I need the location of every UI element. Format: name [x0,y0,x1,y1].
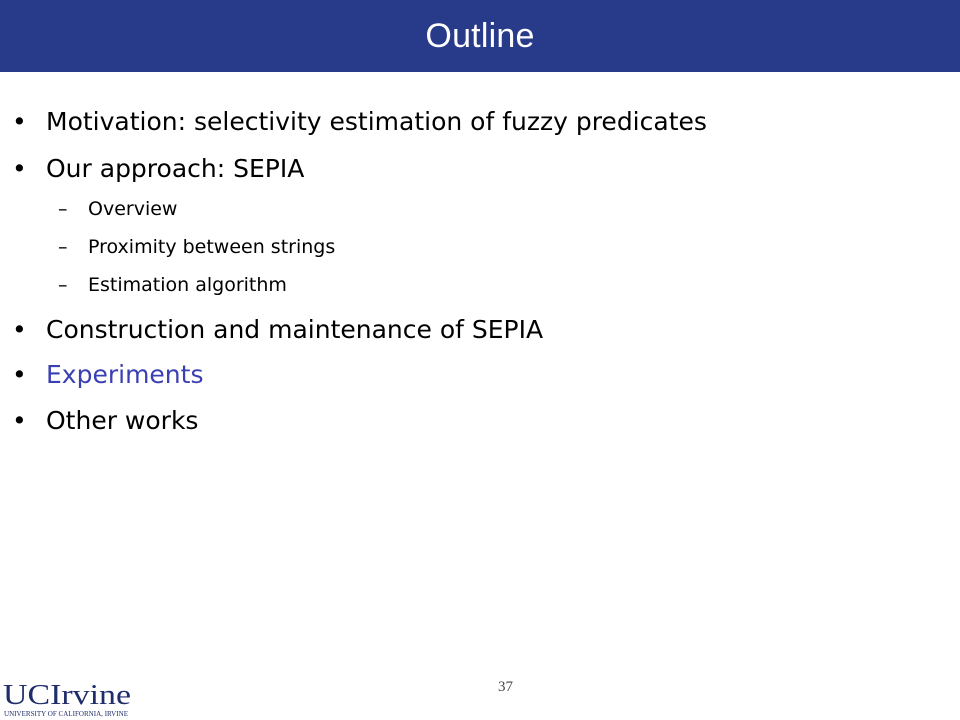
bullet-item [12,315,543,345]
bullet-label: Experiments [46,360,204,389]
bullet-icon: • [12,154,27,183]
dash-icon: – [58,198,68,220]
sub-bullet-item [58,273,287,297]
sub-bullet-item [58,235,335,259]
bullet-item [12,154,304,184]
bullet-label: Construction and maintenance of SEPIA [46,315,544,344]
dash-icon: – [58,236,68,258]
bullet-icon: • [12,107,27,136]
bullet-label: Other works [46,406,199,435]
svg-text:UCIrvine: UCIrvine [3,679,131,711]
bullet-item-highlighted [12,360,203,390]
sub-bullet-label: Proximity between strings [88,236,336,258]
sub-bullet-item [58,197,177,221]
bullet-item [12,406,198,436]
bullet-icon: • [12,315,27,344]
slide-title: Outline [425,16,535,55]
svg-text:UNIVERSITY OF CALIFORNIA, IRVI: UNIVERSITY OF CALIFORNIA, IRVINE [4,709,129,718]
bullet-label: Motivation: selectivity estimation of fuzzy predicates [46,107,707,136]
dash-icon: – [58,274,68,296]
sub-bullet-label: Estimation algorithm [88,274,287,296]
page-number: 37 [498,679,513,695]
bullet-item [12,107,707,137]
bullet-label: Our approach: SEPIA [46,154,305,183]
bullet-icon: • [12,360,27,389]
bullet-icon: • [12,406,27,435]
uc-irvine-logo [3,677,133,720]
sub-bullet-label: Overview [88,198,178,220]
